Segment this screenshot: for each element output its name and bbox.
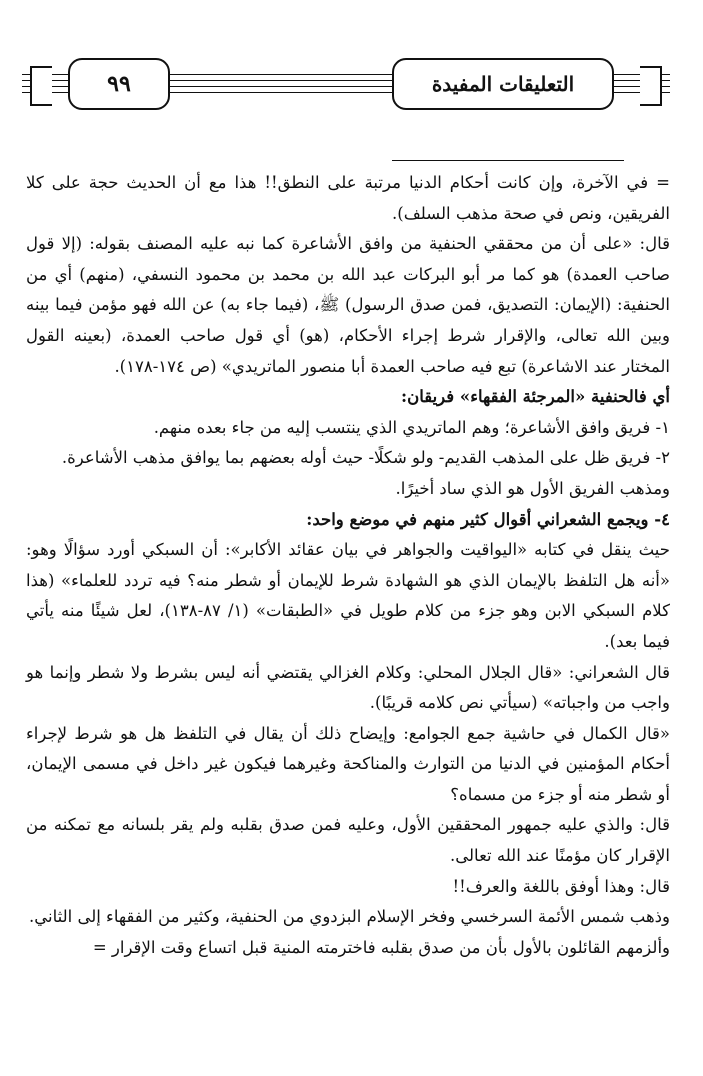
paragraph: وذهب شمس الأئمة السرخسي وفخر الإسلام البزدوي من الحنفية، وكثير من الفقهاء إلى الثاني. (29, 907, 670, 927)
list-item: ١- فريق وافق الأشاعرة؛ وهم الماتريدي الذي ينتسب إليه من جاء بعده منهم. (153, 417, 670, 437)
section-heading: أي فالحنفية «المرجئة الفقهاء» فريقان: (401, 387, 670, 407)
running-title: التعليقات المفيدة (392, 58, 614, 110)
paragraph: = في الآخرة، وإن كانت أحكام الدنيا مرتبة على النطق!! هذا مع أن الحديث حجة على كلا الفريقين، ونص في صحة مذهب السلف). (26, 173, 670, 223)
page-header (22, 58, 670, 110)
paragraph: قال: «على أن من محققي الحنفية من وافق الأشاعرة كما نبه عليه المصنف بقوله: (إلا قول صاحب العمدة) هو كما مر أبو البركات عبد الله بن محمد بن محمود النسفي، (منهم) أي من الحنفية: (الإيمان: التصديق، فمن صدق الرسول) ﷺ، (فيما جاء به) عن الله فهو مؤمن فيما بينه وبين الله تعالى، والإقرار شرط إجراء الأحكام، (هو) أي قول صاحب العمدة، (بعينه القول المختار عند الاشاعرة) تبع فيه صاحب العمدة أبا منصور الماتريدي» (ص ١٧٤-١٧٨). (26, 234, 670, 376)
paragraph: «قال الكمال في حاشية جمع الجوامع: وإيضاح ذلك أن يقال في التلفظ هل هو شرط لإجراء أحكام المؤمنين في الدنيا من التوارث والمناكحة وغيرهما فيكون غير داخل في مسمى الإيمان، أو شطر منه أو جزء من مسماه؟ (26, 723, 670, 804)
header-left-cap (30, 66, 52, 106)
footnote-separator (392, 160, 624, 161)
paragraph: قال: وهذا أوفق باللغة والعرف!! (452, 876, 670, 896)
paragraph: قال الشعراني: «قال الجلال المحلي: وكلام الغزالي يقتضي أنه ليس بشرط ولا شطر وإنما هو واجب من واجباته» (سيأتي نص كلامه قريبًا). (26, 662, 670, 713)
section-heading: ٤- ويجمع الشعراني أقوال كثير منهم في موضع واحد: (306, 509, 670, 529)
paragraph: قال: والذي عليه جمهور المحققين الأول، وعليه فمن صدق بقلبه ولم يقر بلسانه مع تمكنه من الإقرار كان مؤمنًا عند الله تعالى. (26, 815, 670, 866)
list-item: ٢- فريق ظل على المذهب القديم- ولو شكلًا- حيث أوله بعضهم بما يوافق مذهب الأشاعرة. (61, 448, 670, 468)
paragraph: حيث ينقل في كتابه «اليواقيت والجواهر في بيان عقائد الأكابر»: أن السبكي أورد سؤالًا وهو: «أنه هل التلفظ بالإيمان الذي هو الشهادة شرط للإيمان أو شطر منه؟ فيه تردد للعلماء» (هذا كلام السبكي الابن وهو جزء من كلام طويل في «الطبقات» (١/ ٨٧-١٣٨)، لعل شيئًا منه يأتي فيما بعد). (26, 540, 670, 651)
page-number: ٩٩ (68, 58, 170, 110)
page-body (26, 168, 670, 963)
header-right-cap (640, 66, 662, 106)
paragraph: ومذهب الفريق الأول هو الذي ساد أخيرًا. (395, 478, 670, 498)
paragraph: وألزمهم القائلون بالأول بأن من صدق بقلبه فاخترمته المنية قبل اتساع وقت الإقرار = (92, 937, 670, 957)
